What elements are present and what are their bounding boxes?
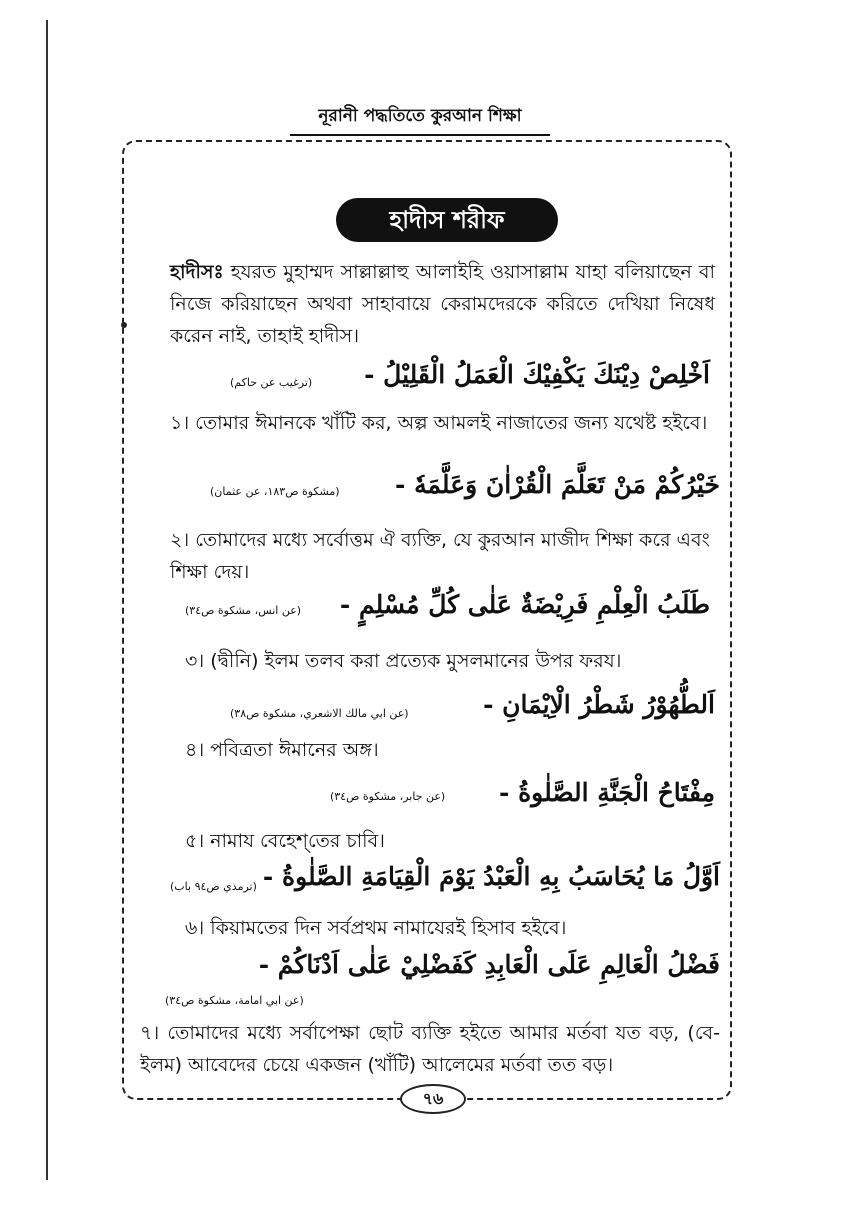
hadith-6-arabic: اَوَّلُ مَا يُحَاسَبُ بِهِ الْعَبْدُ يَوْمَ الْقِيَامَةِ الصَّلٰوةُ - bbox=[262, 862, 720, 891]
hadith-3-arabic: طَلَبُ الْعِلْمِ فَرِيْضَةٌ عَلٰى كُلِّ مُسْلِمٍ - bbox=[339, 590, 710, 619]
hadith-3-bengali: ৩। (দ্বীনি) ইলম তলব করা প্রত্যেক মুসলমানের উপর ফরয। bbox=[185, 650, 622, 672]
page-edge-line bbox=[46, 20, 48, 1180]
page-number: ৭৬ bbox=[400, 1084, 466, 1114]
section-title: হাদীস শরীফ bbox=[336, 198, 558, 242]
hadith-7-bengali: ৭। তোমাদের মধ্যে সর্বাপেক্ষা ছোট ব্যক্তি হইতে আমার মর্তবা যত বড়, (বে-ইলম) আবেদের চেয়ে একজন (খাঁটি) আলেমের মর্তবা তত বড়। bbox=[140, 1022, 720, 1076]
margin-dot bbox=[121, 322, 127, 328]
hadith-4-reference: (عن ابي مالك الاشعري، مشكوة ص٣٨) bbox=[230, 707, 409, 720]
page-header: নূরানী পদ্ধতিতে কুরআন শিক্ষা bbox=[290, 103, 550, 136]
hadith-6-bengali: ৬। কিয়ামতের দিন সর্বপ্রথম নামাযেরই হিসাব হইবে। bbox=[185, 917, 567, 939]
hadith-2-bengali: ২। তোমাদের মধ্যে সর্বোত্তম ঐ ব্যক্তি, যে কুরআন মাজীদ শিক্ষা করে এবং শিক্ষা দেয়। bbox=[170, 529, 710, 583]
hadith-4-bengali: ৪। পবিত্রতা ঈমানের অঙ্গ। bbox=[185, 739, 379, 761]
hadith-1-reference: (ترغيب عن حاكم) bbox=[230, 376, 313, 389]
hadith-4-arabic: اَلطُّهُوْرُ شَطْرُ الْاِيْمَانِ - bbox=[483, 690, 715, 719]
hadith-3-reference: (عن انس، مشكوة ص٣٤) bbox=[185, 604, 302, 617]
hadith-5-arabic: مِفْتَاحُ الْجَنَّةِ الصَّلٰوةُ - bbox=[498, 778, 715, 807]
hadith-6-reference: (ترمذي ص٩٤ باب) bbox=[170, 880, 257, 893]
hadith-5-reference: (عن جابر، مشكوة ص٣٤) bbox=[330, 790, 446, 803]
intro-text: হযরত মুহাম্মদ সাল্লাল্লাহু আলাইহি ওয়াসাল্লাম যাহা বলিয়াছেন বা নিজে করিয়াছেন অথবা সাহাবায়ে কেরামদেরকে করিতে দেখিয়া নিষেধ করেন নাই, তাহাই হাদীস। bbox=[170, 261, 715, 347]
intro-lead: হাদীসঃ bbox=[170, 261, 224, 283]
hadith-7-arabic: فَضْلُ الْعَالِمِ عَلَى الْعَابِدِ كَفَضْلِيْ عَلٰى اَدْنَاكُمْ - bbox=[258, 950, 720, 979]
hadith-2-reference: (مشكوة ص١٨٣، عن عثمان) bbox=[210, 485, 340, 498]
hadith-1-bengali: ১। তোমার ঈমানকে খাঁটি কর, অল্প আমলই নাজাতের জন্য যথেষ্ট হইবে। bbox=[170, 412, 708, 434]
hadith-2-arabic: خَيْرُكُمْ مَنْ تَعَلَّمَ الْقُرْاٰنَ وَعَلَّمَهٗ - bbox=[394, 470, 720, 499]
hadith-5-bengali: ৫। নামায বেহেশ্‌তের চাবি। bbox=[185, 830, 385, 852]
hadith-1-arabic: اَخْلِصْ دِيْنَكَ يَكْفِيْكَ الْعَمَلُ الْقَلِيْلُ - bbox=[364, 360, 710, 389]
intro-paragraph bbox=[170, 256, 715, 352]
hadith-7-reference: (عن ابي امامة، مشكوة ص٣٤) bbox=[165, 994, 304, 1007]
